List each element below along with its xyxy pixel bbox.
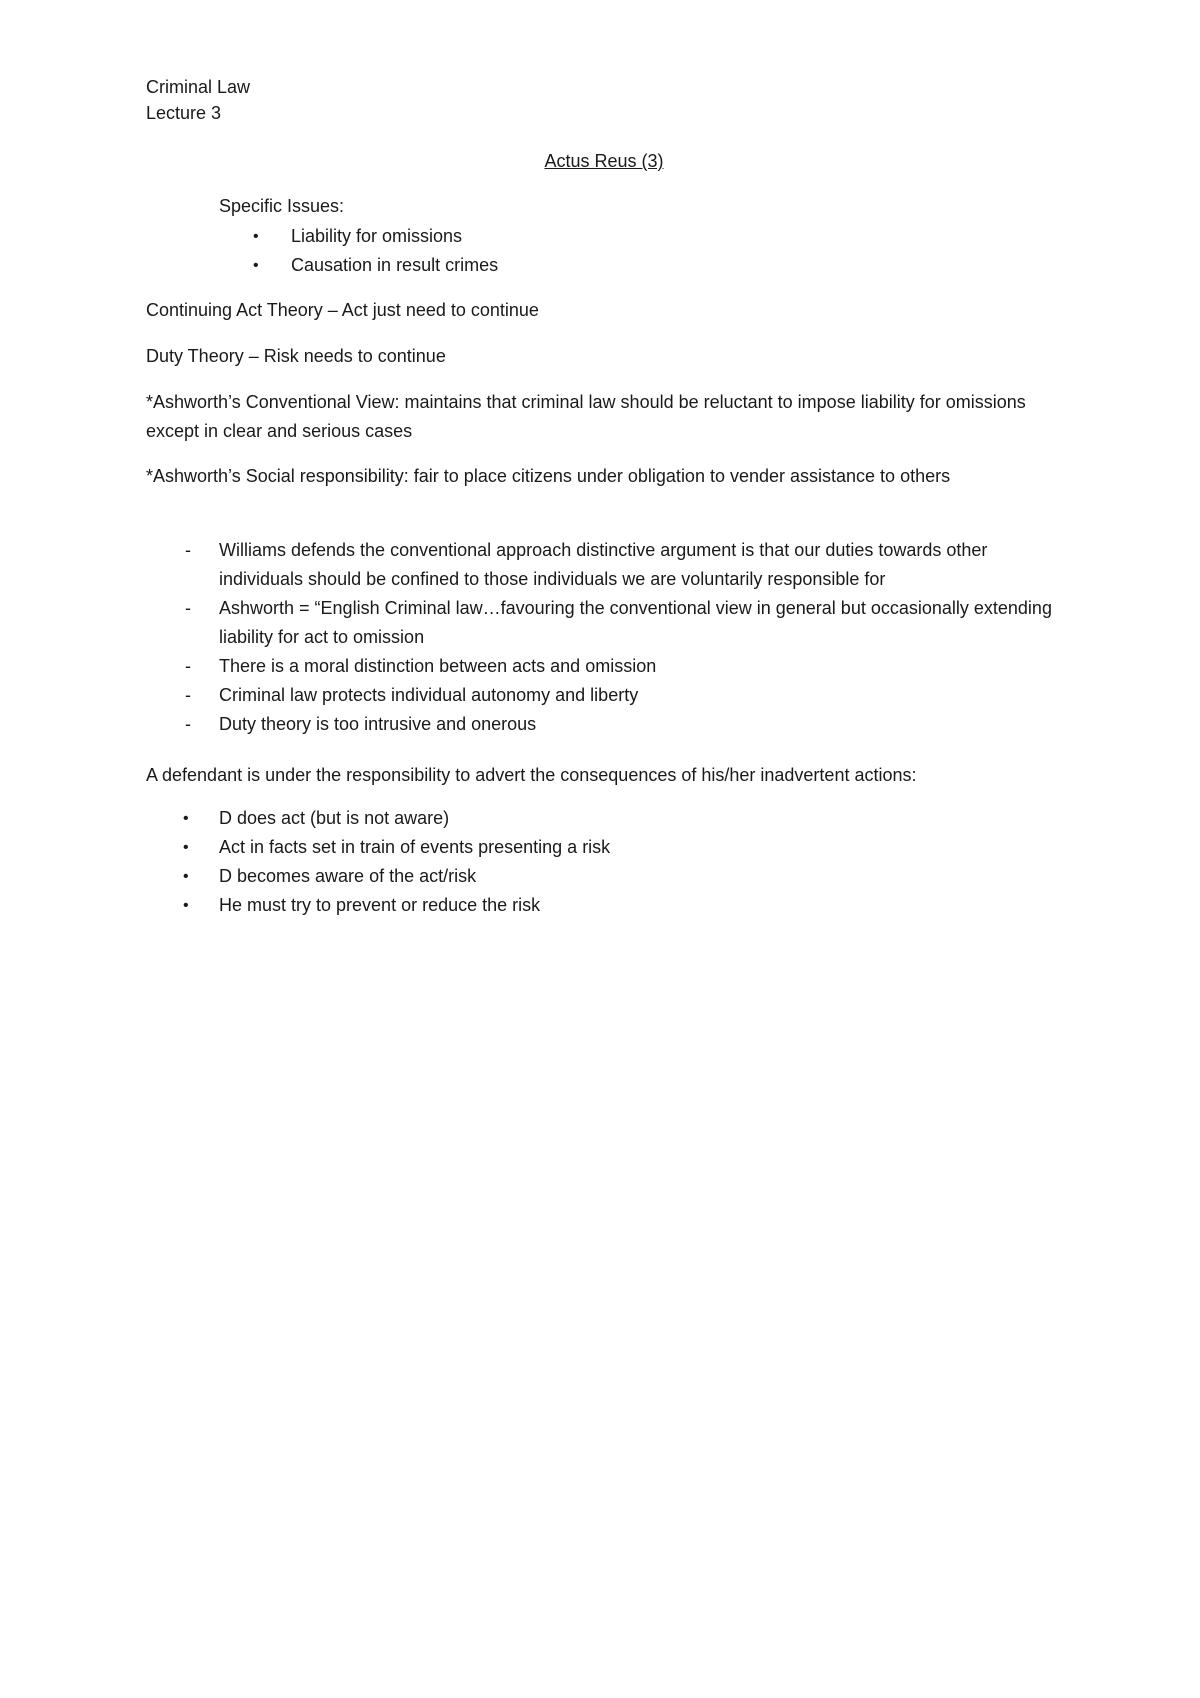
bullet-icon: • [253, 228, 259, 245]
bullet-icon: • [183, 810, 189, 827]
document-header [146, 74, 250, 126]
course-name: Criminal Law [146, 77, 251, 97]
list-item [219, 251, 498, 280]
social-responsibility-paragraph: *Ashworth’s Social responsibility: fair to place citizens under obligation to vender assistance to others [146, 466, 951, 486]
list-item [146, 804, 610, 833]
bullet-icon: • [183, 839, 189, 856]
bullet-icon: • [183, 897, 189, 914]
dash-icon: - [185, 656, 191, 676]
list-item [146, 891, 610, 920]
dash-icon: - [185, 714, 191, 734]
dash-icon: - [185, 540, 191, 560]
duty-theory-paragraph: Duty Theory – Risk needs to continue [146, 346, 446, 366]
list-item [146, 594, 1076, 652]
list-item [146, 681, 1076, 710]
list-item-text: There is a moral distinction between acts and omission [219, 656, 657, 676]
list-item [146, 710, 1076, 739]
list-item-text: Williams defends the conventional approach distinctive argument is that our duties towards other individuals should be confined to those individuals we are voluntarily responsible for [219, 540, 988, 589]
list-item [146, 536, 1076, 594]
list-item-text: Act in facts set in train of events presenting a risk [219, 837, 611, 857]
list-item-text: Criminal law protects individual autonomy and liberty [219, 685, 639, 705]
list-item [146, 862, 610, 891]
lecture-number: Lecture 3 [146, 103, 222, 123]
list-item [146, 833, 610, 862]
page-title [0, 148, 1200, 174]
list-item-text: D does act (but is not aware) [219, 808, 450, 828]
list-item-text: Duty theory is too intrusive and onerous [219, 714, 537, 734]
dash-icon: - [185, 685, 191, 705]
defendant-intro-paragraph: A defendant is under the responsibility to advert the consequences of his/her inadvertent actions: [146, 765, 917, 785]
list-item-text: He must try to prevent or reduce the risk [219, 895, 541, 915]
list-item [146, 652, 1076, 681]
specific-issues-label: Specific Issues: [219, 196, 345, 216]
continuing-act-paragraph: Continuing Act Theory – Act just need to continue [146, 300, 539, 320]
list-item-text: Ashworth = “English Criminal law…favouring the conventional view in general but occasionally extending liability for act to omission [219, 598, 1052, 647]
defendant-list [146, 804, 610, 920]
specific-issues-list [219, 222, 498, 280]
page-title-text: Actus Reus (3) [544, 151, 664, 171]
bullet-icon: • [253, 257, 259, 274]
list-item [219, 222, 498, 251]
dash-icon: - [185, 598, 191, 618]
list-item-text: D becomes aware of the act/risk [219, 866, 477, 886]
list-item-text: Causation in result crimes [291, 255, 499, 275]
list-item-text: Liability for omissions [291, 226, 463, 246]
bullet-icon: • [183, 868, 189, 885]
conventional-view-paragraph: *Ashworth’s Conventional View: maintains that criminal law should be reluctant to impose liability for omissions except in clear and serious cases [146, 392, 1026, 441]
dash-list [146, 536, 1076, 739]
